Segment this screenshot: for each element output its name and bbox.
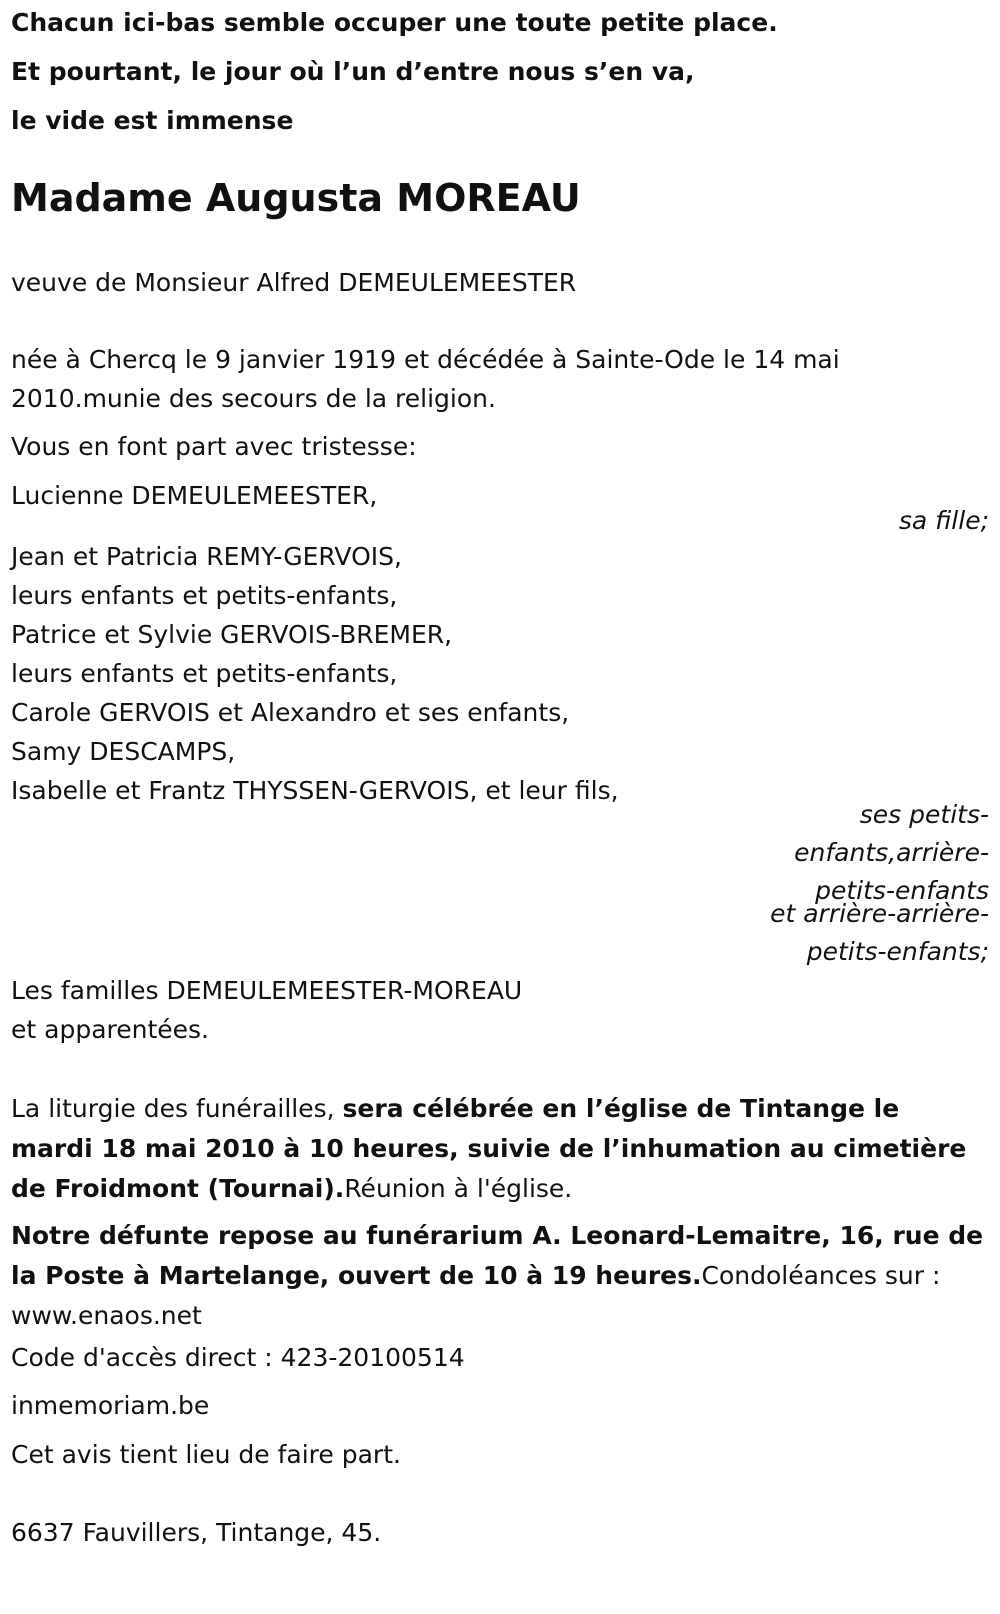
deceased-name: Madame Augusta MOREAU bbox=[11, 176, 581, 220]
grandchild-line: leurs enfants et petits-enfants, bbox=[11, 659, 398, 688]
grandchild-line: leurs enfants et petits-enfants, bbox=[11, 581, 398, 610]
quote-line-2: Et pourtant, le jour où l’un d’entre nous s’en va, bbox=[11, 57, 695, 86]
condolences: Condoléances sur : www.enaos.net bbox=[11, 1261, 941, 1330]
rest-details: Notre défunte repose au funérarium A. Leonard-Lemaitre, 16, rue de la Poste à Martelange, ouvert de 10 à 19 heures. bbox=[11, 1221, 984, 1290]
birth-death-line-1: née à Chercq le 9 janvier 1919 et décédée à Sainte-Ode le 14 mai bbox=[11, 345, 840, 374]
grandchild-line: Carole GERVOIS et Alexandro et ses enfants, bbox=[11, 698, 570, 727]
quote-line-1: Chacun ici-bas semble occuper une toute petite place. bbox=[11, 8, 778, 37]
funeral-intro: La liturgie des funérailles, bbox=[11, 1094, 343, 1123]
grandchildren-relation: petits-enfants; bbox=[806, 937, 989, 966]
website: inmemoriam.be bbox=[11, 1391, 210, 1420]
families-line-1: Les familles DEMEULEMEESTER-MOREAU bbox=[11, 976, 523, 1005]
widow-of: veuve de Monsieur Alfred DEMEULEMEESTER bbox=[11, 268, 577, 297]
funeral-details: sera célébrée en l’église de Tintange le mardi 18 mai 2010 à 10 heures, suivie de l’inhumation au cimetière de Froidmont (Tournai). bbox=[11, 1094, 967, 1203]
funeral-meeting: Réunion à l'église. bbox=[344, 1174, 573, 1203]
quote-line-3: le vide est immense bbox=[11, 106, 294, 135]
announcement: Vous en font part avec tristesse: bbox=[11, 432, 417, 461]
access-code: Code d'accès direct : 423-20100514 bbox=[11, 1343, 465, 1372]
grandchildren-relation: ses petits- bbox=[859, 800, 989, 829]
grandchildren-relation: enfants,arrière- bbox=[794, 838, 989, 867]
rest-paragraph bbox=[11, 1216, 986, 1336]
daughter-relation: sa fille; bbox=[898, 506, 989, 535]
grandchild-line: Jean et Patricia REMY-GERVOIS, bbox=[11, 542, 402, 571]
notice-text: Cet avis tient lieu de faire part. bbox=[11, 1440, 401, 1469]
grandchild-line: Isabelle et Frantz THYSSEN-GERVOIS, et leur fils, bbox=[11, 776, 619, 805]
grandchildren-relation: et arrière-arrière- bbox=[770, 899, 989, 928]
birth-death-line-2: 2010.munie des secours de la religion. bbox=[11, 384, 496, 413]
grandchild-line: Patrice et Sylvie GERVOIS-BREMER, bbox=[11, 620, 453, 649]
address: 6637 Fauvillers, Tintange, 45. bbox=[11, 1518, 382, 1547]
grandchild-line: Samy DESCAMPS, bbox=[11, 737, 236, 766]
grandchildren-relation: petits-enfants bbox=[815, 876, 989, 905]
daughter-name: Lucienne DEMEULEMEESTER, bbox=[11, 481, 378, 510]
families-line-2: et apparentées. bbox=[11, 1015, 209, 1044]
funeral-paragraph bbox=[11, 1089, 986, 1209]
